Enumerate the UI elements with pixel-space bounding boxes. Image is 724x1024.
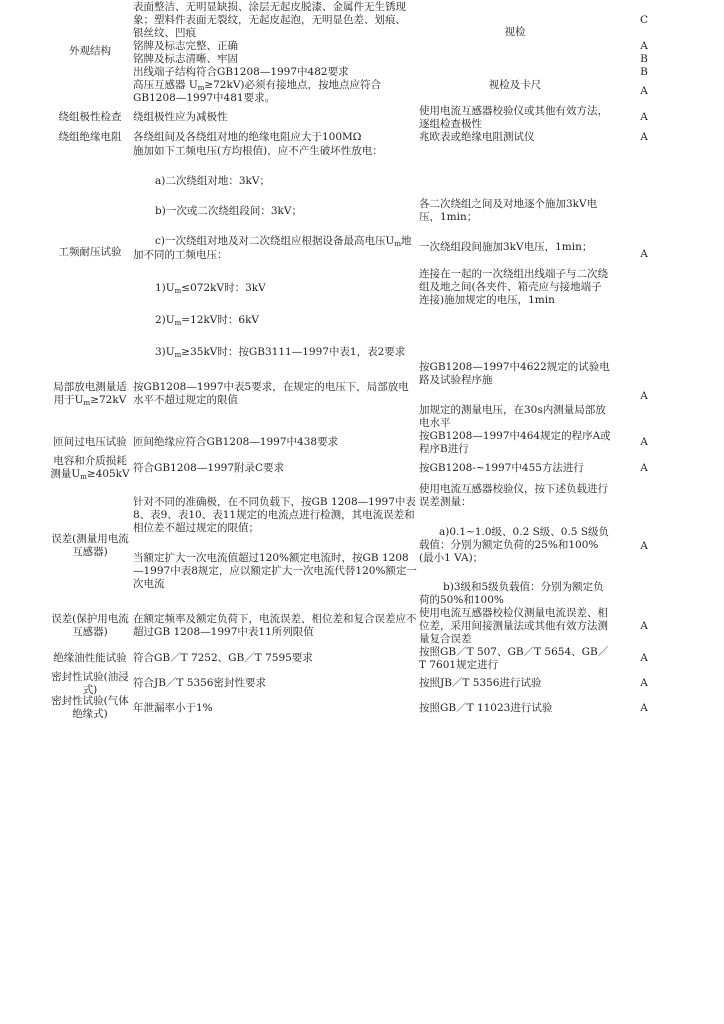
- oil-req: 符合GB／T 7252、GB／T 7595要求: [133, 652, 313, 664]
- pd-method-2: 加规定的测量电压，在30s内测量局部放电水平: [419, 404, 606, 429]
- appearance-req-line-7: 高压互感器 $U_m\ge 72kV$)必须有接地点，按地点应符合: [133, 79, 382, 92]
- polarity-method: 使用电流互感器校验仪或其他有效方法，逐组检查极性: [419, 105, 608, 130]
- appearance-grade-3: B: [640, 53, 648, 65]
- appearance-grade-4: B: [640, 66, 648, 78]
- capacitance-method: 按GB1208-~1997中455方法进行: [419, 462, 584, 474]
- withstand-method-1: 各二次绕组之间及对地逐个施加3kV电压，1min；: [419, 198, 598, 223]
- withstand-b: b)一次或二次绕组段间：3kV；: [155, 205, 302, 217]
- capacitance-grade: A: [640, 462, 648, 474]
- appearance-req-line-5: 铭牌及标志清晰、牢固: [133, 53, 238, 65]
- appearance-req-line-2: 象；塑料件表面无裂纹，无起皮起泡，无明显色差、划痕、: [133, 14, 406, 26]
- error-protect-req: 在额定频率及额定负荷下，电流误差、相位差和复合误差应不超过GB 1208—1997中表11所列限值: [133, 613, 417, 638]
- oil-grade: A: [640, 652, 648, 664]
- withstand-a: a)二次绕组对地：3kV；: [155, 175, 270, 187]
- appearance-grade-2: A: [640, 40, 648, 52]
- error-protect-item: 误差(保护用电流互感器): [51, 613, 129, 638]
- polarity-grade: A: [640, 111, 648, 123]
- error-measure-grade: A: [640, 540, 648, 552]
- appearance-req-line-1: 表面整洁、无明显缺损、涂层无起皮脱漆、金属件无生锈现: [133, 1, 406, 13]
- overvoltage-req: 匝间绝缘应符合GB1208—1997中438要求: [133, 436, 339, 448]
- error-measure-req-1: 针对不同的准确极，在不同负载下，按GB 1208—1997中表8、表9、表10、表11规定的电流点进行检测，其电流误差和相位差不超过规定的限值；: [133, 496, 416, 534]
- appearance-req-line-4: 铭牌及标志完整、正确: [133, 40, 238, 52]
- seal-gas-grade: A: [640, 702, 648, 714]
- error-measure-method-1: 使用电流互感器校验仪，按下述负载进行误差测量：: [419, 483, 608, 508]
- oil-method: 按照GB／T 507、GB／T 5654、GB／T 7601规定进行: [419, 646, 609, 671]
- appearance-req-line-3: 银丝纹、凹痕: [133, 27, 196, 39]
- oil-item: 绝缘油性能试验: [53, 652, 127, 664]
- appearance-method-visual: 视检: [504, 26, 526, 38]
- withstand-u2: $2)U_m=12kV$时：6kV: [155, 314, 260, 327]
- withstand-c: c)一次绕组对地及对二次绕组应根据设备最高电压$U_m$地: [155, 235, 412, 248]
- pd-req: 按GB1208—1997中表5要求，在规定的电压下，局部放电水平不超过规定的限值: [133, 381, 409, 406]
- error-protect-method: 使用电流互感器校检仪测量电流误差、相位差，采用间接测量法或其他有效方法测量复合误差: [419, 607, 608, 645]
- withstand-u3: $3)U_m\ge 35kV$时：按GB3111—1997中表1，表2要求: [155, 346, 406, 359]
- insulation-item: 绕组绝缘电阻: [58, 131, 122, 143]
- withstand-item: 工频耐压试验: [58, 246, 122, 258]
- seal-gas-method: 按照GB／T 11023进行试验: [419, 702, 553, 714]
- error-protect-grade: A: [640, 620, 648, 632]
- error-measure-req-2: 当额定扩大一次电流值超过120%额定电流时，按GB 1208—1997中表8规定，应以额定扩大一次电流代替120%额定一次电流: [133, 552, 417, 590]
- capacitance-item: 电容和介质损耗 测量$U_m\ge 405kV$: [50, 455, 130, 481]
- overvoltage-grade: A: [640, 436, 648, 448]
- seal-oil-req: 符合JB／T 5356密封性要求: [133, 677, 266, 689]
- insulation-method: 兆欧表或绝缘电阻测试仪: [419, 131, 535, 143]
- withstand-method-3: 连接在一起的一次绕组出线端子与二次绕组及地之间(各夹件、箱壳应与接地端子连接)施加规定的电压，1min: [419, 268, 608, 306]
- appearance-req-line-6: 出线端子结构符合GB1208—1997中482要求: [133, 66, 349, 78]
- insulation-grade: A: [640, 131, 648, 143]
- pd-method-1: 按GB1208—1997中4622规定的试验电路及试验程序施: [419, 361, 610, 386]
- pd-grade: A: [640, 390, 648, 402]
- polarity-req: 绕组极性应为减极性: [133, 111, 228, 123]
- seal-oil-grade: A: [640, 677, 648, 689]
- insulation-req: 各绕组间及各绕组对地的绝缘电阻应大于100MΩ: [133, 131, 362, 143]
- error-measure-item: 误差(测量用电流互感器): [51, 533, 129, 558]
- withstand-grade: A: [640, 248, 648, 260]
- withstand-intro: 施加如下工频电压(方均根值)，应不产生破坏性放电：: [133, 145, 383, 157]
- error-measure-method-3: b)3级和5级负载值：分别为额定负荷的50%和100%: [419, 581, 604, 606]
- error-measure-method-2: a)0.1~1.0级、0.2 S级、0.5 S级负载值：分别为额定负荷的25%和100%(最小1 VA)；: [419, 526, 610, 564]
- polarity-item: 绕组极性检查: [58, 111, 122, 123]
- overvoltage-item: 匝间过电压试验: [53, 436, 127, 448]
- appearance-grade-5: A: [640, 85, 648, 97]
- appearance-grade-1: C: [639, 14, 649, 26]
- withstand-c-cont: 加不同的工频电压：: [133, 249, 228, 261]
- overvoltage-method: 按GB1208—1997中464规定的程序A或程序B进行: [419, 430, 611, 455]
- withstand-u1: $1)U_m\le 072kV$时：3kV: [155, 282, 266, 295]
- appearance-req-line-8: GB1208—1997中481要求。: [133, 92, 276, 104]
- pd-item: 局部放电测量适 用于$U_m\ge 72kV$: [53, 381, 127, 407]
- seal-gas-req: 年泄漏率小于1%: [133, 702, 213, 714]
- seal-gas-item: 密封性试验(气体绝缘式): [51, 695, 129, 720]
- seal-oil-method: 按照JB／T 5356进行试验: [419, 677, 542, 689]
- appearance-method-ruler: 视检及卡尺: [488, 79, 542, 91]
- withstand-method-2: 一次绕组段间施加3kV电压，1min；: [419, 241, 593, 253]
- capacitance-req: 符合GB1208—1997附录C要求: [133, 462, 285, 474]
- appearance-item: 外观结构: [69, 45, 111, 57]
- seal-oil-item: 密封性试验(油浸式): [51, 671, 129, 696]
